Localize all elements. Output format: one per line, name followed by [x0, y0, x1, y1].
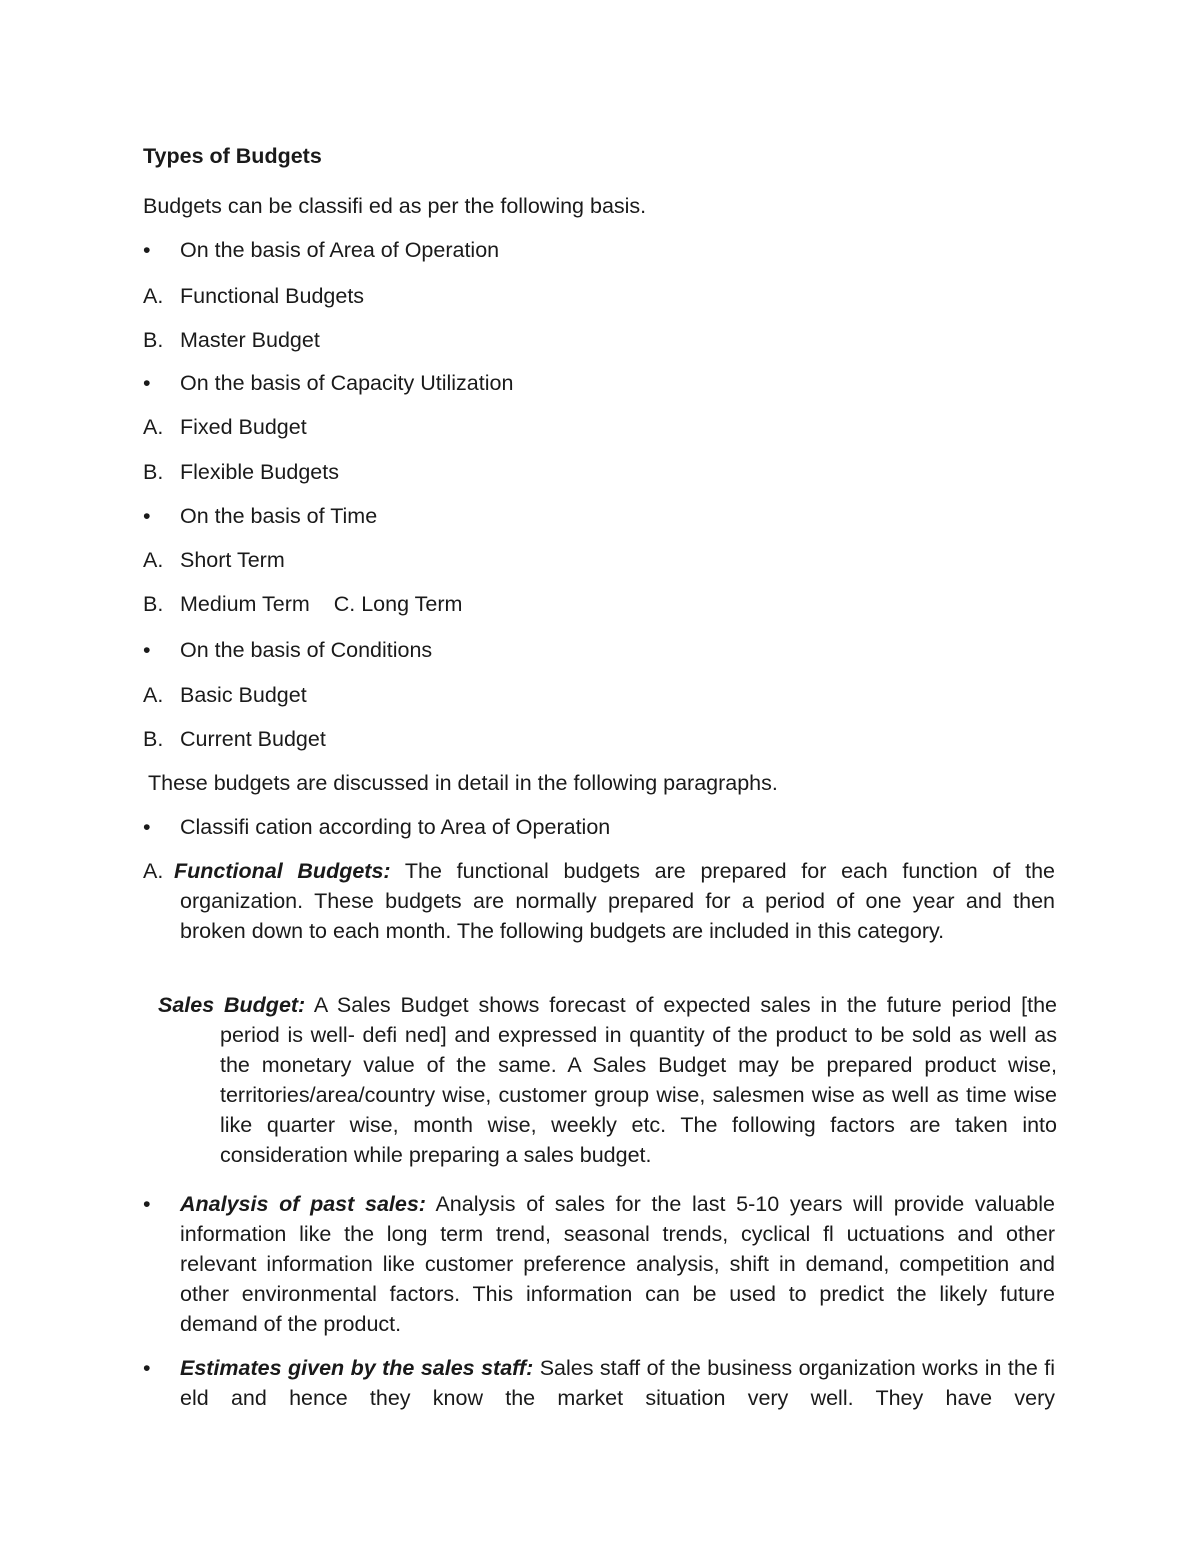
list-item-marker: •: [143, 504, 151, 528]
document-title: Types of Budgets: [143, 144, 322, 168]
functional-budgets-label: Functional Budgets:: [174, 859, 391, 883]
list-item: Medium Term C. Long Term: [180, 592, 463, 616]
sales-staff-paragraph: [180, 1353, 1055, 1413]
past-sales-paragraph: [180, 1189, 1055, 1339]
past-sales-label: Analysis of past sales:: [180, 1192, 426, 1216]
list-item-marker: •: [143, 1356, 151, 1380]
list-item: Fixed Budget: [180, 415, 307, 439]
list-item-marker: A.: [143, 284, 164, 308]
list-item: On the basis of Area of Operation: [180, 238, 500, 262]
list-item: Functional Budgets: [180, 284, 365, 308]
intro-text: Budgets can be classifi ed as per the following basis.: [143, 194, 647, 218]
sales-staff-text: Sales staff of the business organization works in the fi eld and hence they know the market situation very well. They have very: [180, 1356, 1055, 1410]
list-item: Basic Budget: [180, 683, 307, 707]
list-item: Short Term: [180, 548, 285, 572]
functional-budgets-paragraph: [174, 856, 1055, 946]
list-item-marker: B.: [143, 328, 164, 352]
list-item: On the basis of Time: [180, 504, 378, 528]
list-item-marker: A.: [143, 548, 164, 572]
sales-budget-label: Sales Budget:: [158, 993, 306, 1017]
discussion-intro: These budgets are discussed in detail in the following paragraphs.: [148, 771, 778, 795]
functional-budgets-text: The functional budgets are prepared for each function of the organization. These budgets are normally prepared for a period of one year and then broken down to each month. The following budgets are included in this category.: [180, 859, 1055, 943]
list-item-marker: A.: [143, 683, 164, 707]
list-item-marker: A.: [143, 415, 164, 439]
list-item-marker: B.: [143, 460, 164, 484]
list-item-marker: •: [143, 638, 151, 662]
past-sales-text: Analysis of sales for the last 5-10 years will provide valuable information like the long term trend, seasonal trends, cyclical fl uctuations and other relevant information like customer preference analysis, shift in demand, competition and other environmental factors. This information can be used to predict the likely future demand of the product.: [180, 1192, 1055, 1336]
list-item: On the basis of Capacity Utilization: [180, 371, 514, 395]
list-item: Current Budget: [180, 727, 326, 751]
list-item-marker: •: [143, 815, 151, 839]
sales-budget-text: A Sales Budget shows forecast of expected sales in the future period [the period is well- defi ned] and expressed in quantity of the product to be sold as well as the monetary value of the same. A Sales Budget may be prepared product wise, territories/area/country wise, customer group wise, salesmen wise as well as time wise like quarter wise, month wise, weekly etc. The following factors are taken into consideration while preparing a sales budget.: [220, 993, 1057, 1167]
list-item-marker: •: [143, 1192, 151, 1216]
list-item-marker: •: [143, 238, 151, 262]
classification-heading: Classifi cation according to Area of Operation: [180, 815, 611, 839]
list-item: Flexible Budgets: [180, 460, 339, 484]
list-item: Master Budget: [180, 328, 320, 352]
sales-staff-label: Estimates given by the sales staff:: [180, 1356, 534, 1380]
list-item: On the basis of Conditions: [180, 638, 433, 662]
list-item-marker: B.: [143, 727, 164, 751]
list-item-marker: B.: [143, 592, 164, 616]
list-item-marker: •: [143, 371, 151, 395]
list-item-marker: A.: [143, 859, 164, 883]
sales-budget-paragraph: [158, 990, 1057, 1170]
